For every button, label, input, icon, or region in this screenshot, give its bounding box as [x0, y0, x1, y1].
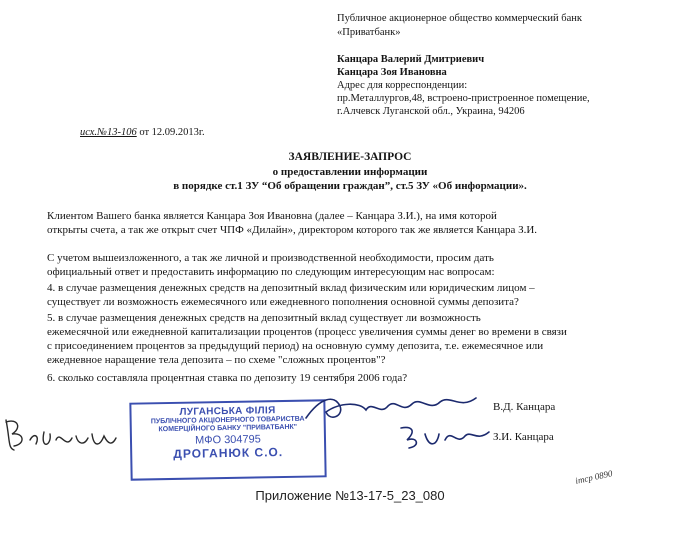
document-title: ЗАЯВЛЕНИЕ-ЗАПРОС [288, 151, 412, 163]
paragraph-2-line-2: официальный ответ и предоставить информацию по следующим интересующим нас вопросам: [47, 266, 495, 278]
question-5-line-2: ежемесячной или ежедневной капитализации процентов (процесс увеличения суммы денег во времени в связи [47, 326, 567, 338]
stamp-line-2: ПУБЛІЧНОГО АКЦІОНЕРНОГО ТОВАРИСТВА [150, 415, 305, 426]
bank-stamp [129, 399, 326, 480]
signature-name-1: В.Д. Канцара [493, 401, 556, 413]
stamp-line-3: КОМЕРЦІЙНОГО БАНКУ "ПРИВАТБАНК" [158, 423, 298, 434]
attachment-caption: Приложение №13-17-5_23_080 [255, 488, 445, 503]
stamp-line-1: ЛУГАНСЬКА ФІЛІЯ [179, 405, 276, 418]
stamp-line-4: МФО 304795 [195, 433, 261, 447]
handwritten-receipt-mark [0, 410, 120, 458]
question-4-line-1: 4. в случае размещения денежных средств на депозитный вклад физическим или юридическим лицом – [47, 282, 535, 294]
document-basis: в порядке ст.1 ЗУ “Об обращении граждан”, ст.5 ЗУ «Об информации». [173, 180, 527, 192]
paragraph-1-line-1: Клиентом Вашего банка является Канцара Зоя Ивановна (далее – Канцара З.И.), на имя которой [47, 210, 497, 222]
paragraph-2-line-1: С учетом вышеизложенного, а так же личной и производственной необходимости, просим дать [47, 252, 494, 264]
question-4-line-2: существует ли возможность ежемесячного или ежедневного пополнения основной суммы депозита? [47, 296, 519, 308]
address-line-1: пр.Металлургов,48, встроено-пристроенное помещение, [337, 93, 590, 104]
document-subtitle: о предоставлении информации [272, 166, 428, 178]
outgoing-reference [80, 127, 205, 138]
address-label: Адрес для корреспонденции: [337, 80, 468, 91]
recipient-line-1: Публичное акционерное общество коммерческий банк [337, 13, 582, 24]
question-5-line-1: 5. в случае размещения денежных средств на депозитный вклад существует ли возможность [47, 312, 481, 324]
handwritten-note: ітср 0890 [574, 468, 614, 486]
question-6: 6. сколько составляла процентная ставка по депозиту 19 сентября 2006 года? [47, 372, 408, 384]
outgoing-number: исх.№13-106 [80, 127, 137, 138]
sender-name-2: Канцара Зоя Ивановна [337, 67, 447, 78]
sender-name-1: Канцара Валерий Дмитриевич [337, 54, 485, 65]
stamp-line-5: ДРОГАНЮК С.О. [173, 445, 284, 461]
question-5-line-3: с присоединением процентов за предыдущий период) на основную сумму депозита, т.е. ежемесячное или [47, 340, 544, 352]
paragraph-1-line-2: открыты счета, а так же открыт счет ЧПФ «Дилайн», директором которого так же является Канцара З.И. [47, 224, 538, 236]
signature-2 [395, 420, 495, 454]
outgoing-date: от 12.09.2013г. [136, 127, 205, 138]
signature-name-2: З.И. Канцара [493, 431, 554, 443]
question-5-line-4: ежедневное наращение тела депозита – по схеме "сложных процентов"? [47, 354, 386, 366]
address-line-2: г.Алчевск Луганской обл., Украина, 94206 [337, 106, 525, 117]
recipient-line-2: «Приватбанк» [337, 27, 401, 38]
